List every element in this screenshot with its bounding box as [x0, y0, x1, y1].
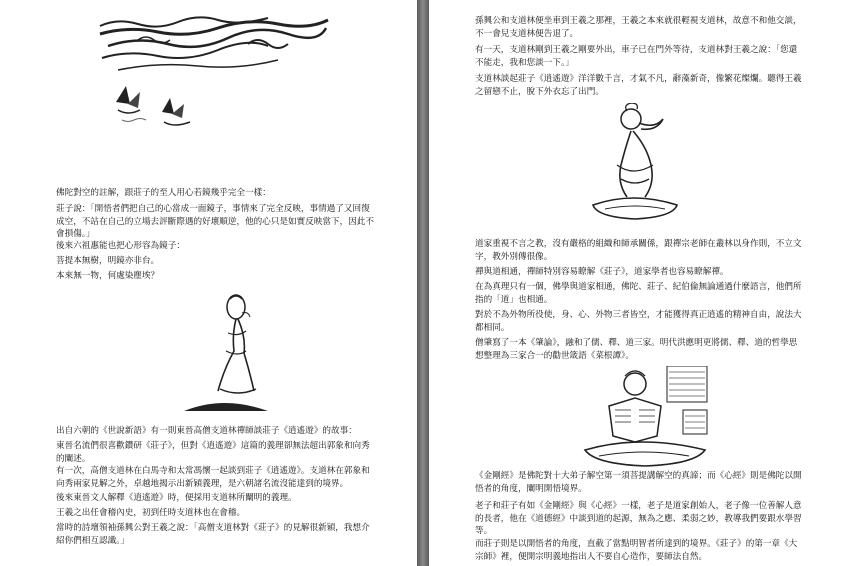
paragraph-8: 僧肇寫了一本《肇論》，融和了儒、釋、道三家。明代洪應明更將儒、釋、道的哲學思想整理為三家合一的勸世箴語《菜根譚》。	[475, 338, 798, 361]
paragraph-6: 有一次，高僧支道林在白馬寺和太常馮懷一起談到莊子《逍遙遊》。支道林在郭象和向秀兩家見解之外，卓越地揭示出新穎義理，是六朝諸名流沒能達到的境界。	[56, 466, 370, 489]
left-page	[0, 0, 417, 566]
verse-line-1: 菩提本無樹，明鏡亦非台。	[56, 256, 160, 266]
butterflies-illustration	[112, 82, 198, 130]
paragraph-10: 老子和莊子有如《金剛經》與《心經》一樣，老子是道家創始人，老子像一位善解人意的長者，他在《道德經》中談到道的起源，無為之應、柔弱之妙，教導我們要跟水學習等。	[475, 501, 802, 536]
paragraph-8: 王羲之出任會稽內史，初到任時支道林也在會稽。	[56, 508, 246, 518]
cloud-illustration	[98, 16, 330, 74]
right-page	[429, 0, 845, 566]
paragraph-9: 《金剛經》是佛陀對十大弟子解空第一須菩提講解空的真諦；而《心經》則是佛陀以開悟者的角度，闡明開悟境界。	[475, 471, 802, 494]
book-gutter	[417, 0, 429, 566]
paragraph-5: 禪與道相通，禪師特別容易瞭解《莊子》，道家學者也容易瞭解禪。	[475, 267, 729, 277]
paragraph-2: 莊子說：「開悟者們把自己的心當成一面鏡子，事情來了完全反映，事情過了又回復成空，不站在自己的立場去評斷際遇的好壞順逆，他的心只是如實反映當下，因此不會損傷。」	[56, 204, 374, 239]
paragraph-6: 在為真理只有一個，佛學與道家相通，佛陀、莊子、紀伯倫無論通過什麼語言，他們所指的「道」也相通。	[475, 282, 802, 305]
sage-standing-illustration	[180, 293, 272, 419]
verse-line-2: 本來無一物，何處染塵埃？	[56, 271, 160, 281]
sage-seated-illustration	[587, 103, 683, 231]
paragraph-7: 對於不為外物所役使，身、心、外物三者皆空，才能獲得真正逍遙的精神自由，說法大都相同。	[475, 310, 802, 333]
paragraph-11: 而莊子則是以開悟者的角度，直截了當點明智者所達到的境界。《莊子》的第一章《大宗師》裡，便開宗明義地指出人不要自心造作，要師法自然。	[475, 539, 798, 562]
paragraph-2: 有一天，支道林剛到王羲之剛要外出，車子已在門外等待，支道林對王羲之說：「您還不能走，我和您談一下。」	[475, 45, 798, 68]
paragraph-7: 後來東晉文人解釋《逍遙遊》時，便採用支道林所闡明的義理。	[56, 493, 297, 503]
paragraph-1: 孫興公和支道林便坐車到王羲之那裡，王羲之本來就很輕視支道林，故意不和他交談，不一會兒支道林便告退了。	[475, 16, 802, 39]
paragraph-5: 東晉名流們很喜歡鑽研《莊子》，但對《逍遙遊》這篇的義理卻無法超出郭象和向秀的闡述。	[56, 441, 370, 464]
paragraph-4: 出自六朝的《世說新語》有一則東晉高僧支道林禪師談莊子《逍遙遊》的故事：	[56, 426, 357, 436]
paragraph-3: 後來六祖惠能也把心形容為鏡子：	[56, 241, 185, 251]
paragraph-9: 當時的詩壇領袖孫興公對王羲之說：「高僧支道林對《莊子》的見解很新穎，我想介紹你們相互認識。」	[56, 523, 370, 546]
paragraph-1: 佛陀對空的註解，跟莊子的至人用心若鏡幾乎完全一樣：	[56, 188, 271, 198]
scholar-reading-illustration	[579, 366, 715, 470]
paragraph-4: 道家重視不言之教，沒有嚴格的組織和師承關係，跟禪宗老師在叢林以身作則，不立文字，教外別傳很像。	[475, 239, 802, 262]
paragraph-3: 支道林談起莊子《逍遙遊》洋洋數千言，才氣不凡，辭藻新奇，像繁花燦爛。聽得王羲之留戀不止，脫下外衣忘了出門。	[475, 74, 802, 97]
